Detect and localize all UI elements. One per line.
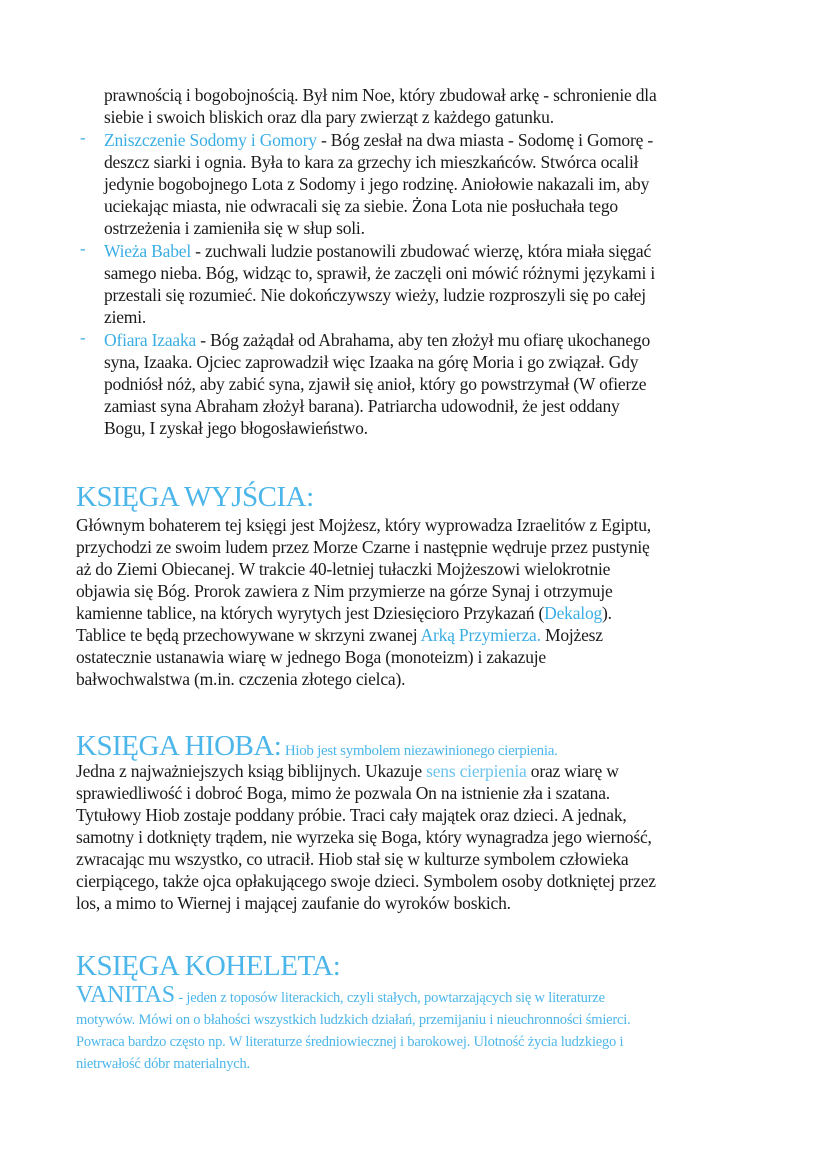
section-heading: KSIĘGA KOHELETA: bbox=[76, 950, 341, 982]
bullet-dash-icon: - bbox=[80, 239, 86, 258]
item-title: Ofiara Izaaka bbox=[104, 330, 197, 350]
text: kamienne tablice, na których wyrytych jest Dziesięcioro Przykazań ( bbox=[76, 603, 545, 623]
paragraph-line: syna, Izaaka. Ojciec zaprowadził więc Izaaka na górę Moria i go związał. Gdy bbox=[104, 352, 639, 372]
item-text: - Bóg zażądał od Abrahama, aby ten złożył mu ofiarę ukochanego bbox=[196, 330, 651, 350]
paragraph-line: zamiast syna Abraham złożył barana). Patriarcha udowodnił, że jest oddany bbox=[104, 396, 620, 416]
list-item-izaak bbox=[104, 329, 650, 351]
paragraph-line: ziemi. bbox=[104, 307, 147, 327]
paragraph-line: Powraca bardzo często np. W literaturze średniowiecznej i barokowej. Ulotność życia ludzkiego i bbox=[76, 1034, 624, 1050]
paragraph-line: jedynie bogobojnego Lota z Sodomy i jego rodzinę. Aniołowie nakazali im, aby bbox=[104, 174, 650, 194]
dekalog-highlight: Dekalog bbox=[544, 603, 603, 623]
vanitas-term: VANITAS bbox=[76, 982, 175, 1008]
paragraph-line bbox=[76, 984, 605, 1009]
paragraph-line: deszcz siarki i ognia. Była to kara za grzechy ich mieszkańców. Stwórca ocalił bbox=[104, 152, 639, 172]
paragraph-line bbox=[76, 602, 612, 624]
bullet-dash-icon: - bbox=[80, 128, 86, 147]
paragraph-line bbox=[76, 624, 603, 646]
paragraph-line: siebie i swoich bliskich oraz dla pary zwierząt z każdego gatunku. bbox=[104, 107, 554, 127]
paragraph-line: objawia się Bóg. Prorok zawiera z Nim przymierze na górze Synaj i otrzymuje bbox=[76, 581, 613, 601]
paragraph-line: Głównym bohaterem tej księgi jest Mojżesz, który wyprowadza Izraelitów z Egiptu, bbox=[76, 515, 651, 535]
heading-text: KSIĘGA HIOBA: bbox=[76, 730, 282, 762]
paragraph-line: prawnością i bogobojnością. Był nim Noe, który zbudował arkę - schronienie dla bbox=[104, 85, 657, 105]
paragraph-line bbox=[76, 760, 619, 782]
paragraph-line: uciekając miasta, nie odwracali się za siebie. Żona Lota nie posłuchała tego bbox=[104, 196, 618, 216]
paragraph-line: los, a mimo to Wiernej i mającej zaufanie do wyroków boskich. bbox=[76, 893, 511, 913]
paragraph-line: zwracając mu wszystko, co utracił. Hiob stał się w kulturze symbolem człowieka bbox=[76, 849, 629, 869]
list-item-babel bbox=[104, 240, 651, 262]
paragraph-line: podniósł nóż, aby zabić syna, zjawił się anioł, który go powstrzymał (W ofierze bbox=[104, 374, 647, 394]
item-text: - Bóg zesłał na dwa miasta - Sodomę i Gomorę - bbox=[316, 130, 653, 150]
text: Mojżesz bbox=[540, 625, 603, 645]
arka-highlight: Arką Przymierza. bbox=[420, 625, 541, 645]
paragraph-line: aż do Ziemi Obiecanej. W trakcie 40-letniej tułaczki Mojżeszowi wielokrotnie bbox=[76, 559, 611, 579]
paragraph-line: cierpiącego, także ojca opłakującego swoje dzieci. Symbolem osoby dotkniętej przez bbox=[76, 871, 656, 891]
paragraph-line: motywów. Mówi on o błahości wszystkich ludzkich działań, przemijaniu i nieuchronności śmierci. bbox=[76, 1012, 631, 1028]
bullet-dash-icon: - bbox=[80, 328, 86, 347]
text: oraz wiarę w bbox=[526, 761, 619, 781]
text: Jedna z najważniejszych ksiąg biblijnych. Ukazuje bbox=[76, 761, 427, 781]
item-title: Wieża Babel bbox=[104, 241, 191, 261]
text: - jeden z toposów literackich, czyli stałych, powtarzających się w literaturze bbox=[174, 990, 605, 1006]
paragraph-line: Tytułowy Hiob zostaje poddany próbie. Traci cały majątek oraz dzieci. A jednak, bbox=[76, 805, 627, 825]
section-subheading: Hiob jest symbolem niezawinionego cierpienia. bbox=[281, 743, 558, 759]
paragraph-line: sprawiedliwość i dobroć Boga, mimo że pozwala On na istnienie zła i szatana. bbox=[76, 783, 610, 803]
paragraph-line: ostrzeżenia i zamieniła się w słup soli. bbox=[104, 218, 365, 238]
paragraph-line: przestali się rozumieć. Nie dokończywszy wieży, ludzie rozproszyli się po całej bbox=[104, 285, 646, 305]
text: Tablice te będą przechowywane w skrzyni zwanej bbox=[76, 625, 421, 645]
item-text: - zuchwali ludzie postanowili zbudować wierzę, która miała sięgać bbox=[190, 241, 652, 261]
paragraph-line: bałwochwalstwa (m.in. czczenia złotego cielca). bbox=[76, 669, 406, 689]
paragraph-line: nietrwałość dóbr materialnych. bbox=[76, 1056, 250, 1072]
paragraph-line: ostatecznie ustanawia wiarę w jednego Boga (monoteizm) i zakazuje bbox=[76, 647, 546, 667]
paragraph-line: przychodzi ze swoim ludem przez Morze Czarne i następnie wędruje przez pustynię bbox=[76, 537, 650, 557]
text: ). bbox=[602, 603, 612, 623]
section-heading: KSIĘGA WYJŚCIA: bbox=[76, 481, 314, 513]
paragraph-line: Bogu, I zyskał jego błogosławieństwo. bbox=[104, 418, 368, 438]
paragraph-line: samotny i dotknięty trądem, nie wyrzeka się Boga, który wynagradza jego wierność, bbox=[76, 827, 652, 847]
list-item-sodoma bbox=[104, 129, 653, 151]
item-title: Zniszczenie Sodomy i Gomory bbox=[104, 130, 317, 150]
paragraph-line: samego nieba. Bóg, widząc to, sprawił, że zaczęli oni mówić różnymi językami i bbox=[104, 263, 656, 283]
sens-highlight: sens cierpienia bbox=[426, 761, 527, 781]
